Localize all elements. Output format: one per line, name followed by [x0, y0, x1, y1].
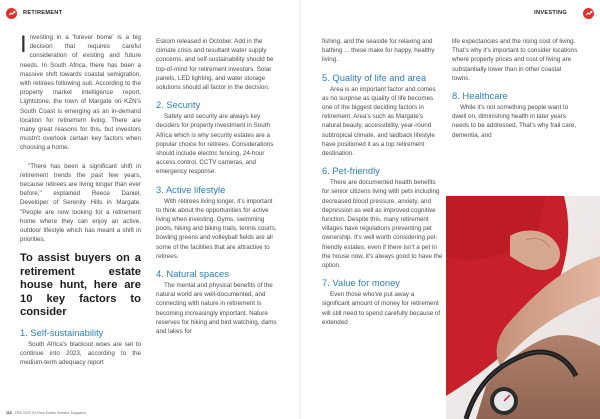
factor-paragraph-4: The mental and physical benefits of the natural world are well-documented, and connecting with nature in retirement is becoming increasingly important. Nature reserves for hiking and bird watching, dams and lakes for: [156, 282, 277, 336]
factor-heading-7: 7. Value for money: [322, 277, 400, 289]
section-header-left: [6, 6, 62, 20]
blood-pressure-measurement-photo: [446, 196, 600, 419]
factor-heading-1: 1. Self-sustainability: [20, 326, 104, 338]
callout-heading: To assist buyers on a retirement estate house hunt, here are 10 key factors to consider: [20, 252, 141, 319]
page-spine: [299, 0, 301, 419]
intro-paragraph: [20, 33, 141, 153]
quote-paragraph: "There has been a significant shift in retirement trends the past few years, because retirees are living longer than ever before," explained Reece Daniel, Developer of Serenity Hills in Margate. "People are now looking for a retirement home where they can enjoy an active, outdoor lifestyle which has meant a shift in priorities.: [20, 162, 141, 244]
article-column-3: [322, 37, 443, 327]
article-column-4: [452, 37, 580, 140]
factor-paragraph-1: South Africa's blackout woes are set to continue into 2023, according to the medium-term adequacy report: [20, 340, 141, 366]
publication-name: FEB 2023 SA Real Estate Investor Magazine: [14, 411, 87, 415]
page-number: 110: [6, 411, 12, 415]
section-header-right: [534, 6, 594, 20]
article-column-1: [20, 33, 141, 367]
section-label-retirement: RETIREMENT: [23, 10, 63, 16]
factor-paragraph-3: With retirees living longer, it's important to think about the opportunities for active living when investing. Gyms, swimming pools, hiking and biking trails, tennis courts, bowling greens and volleyball fields are all some of the facilities that are attractive to retirees.: [156, 197, 277, 260]
factor-paragraph-2: Safety and security are always key deciders for property investment in South Africa which is why security estates are a popular choice for retirees. Considerations should include electric fencing, 24-hour access control, CCTV cameras, and emergency response.: [156, 113, 274, 176]
factor-heading-5: 5. Quality of life and area: [322, 71, 427, 83]
factor-heading-2: 2. Security: [156, 99, 201, 111]
photo-illustration: [446, 196, 600, 419]
factor-paragraph-4-cont: fishing, and the seaside for relaxing and bathing ... these make for happy, healthy living.: [322, 38, 435, 64]
factor-paragraph-1-cont: Eskom released in October. Add in the climate crisis and resultant water supply concerns, and self-sustainability should be top-of-mind for retirement investors. Solar panels, LED lighting, and water storage solutions should all factor in the decision.: [156, 38, 274, 92]
section-label-investing: INVESTING: [534, 10, 567, 16]
upward-trend-icon: [6, 8, 17, 19]
factor-heading-8: 8. Healthcare: [452, 90, 508, 102]
factor-paragraph-5: Area is an important factor and comes as no surprise as quality of life becomes one of the biggest deciding factors in retirement. Area's such as Margate's natural beauty, accessibility, year-round subtropical climate, and laidback lifestyle have positioned it as a top retirement destination.: [322, 85, 436, 158]
factor-paragraph-8: While it's not something people want to dwell on, diminishing health in later years needs to be addressed. That's why frail care, dementia, and: [452, 104, 577, 139]
factor-paragraph-6: There are documented health benefits for senior citizens living with pets including decreased blood pressure, anxiety, and depression as well as improved cognitive function. Despite this, many retirement villages have regulations preventing pet ownership. It's well worth considering pet-friendly estates, even if there isn't a pet in the house now, it's always good to have the option.: [322, 179, 443, 270]
page-footer: [6, 411, 86, 415]
factor-heading-4: 4. Natural spaces: [156, 268, 229, 280]
article-column-2: [156, 37, 278, 336]
factor-paragraph-7-cont: life expectancies and the rising cost of living. That's why it's important to consider locations where property prices and cost of living are substantially lower than in other coastal towns.: [452, 38, 578, 82]
upward-trend-icon: [583, 8, 594, 19]
factor-heading-3: 3. Active lifestyle: [156, 183, 226, 195]
factor-paragraph-7: Even those who've put away a significant amount of money for retirement will still need to spend carefully because of extended: [322, 291, 441, 326]
factor-heading-6: 6. Pet-friendly: [322, 165, 380, 177]
intro-text: nvesting in a 'forever home' is a big decision that requires careful consideration of existing and future needs. In South Africa, there has been a massive shift towards coastal semigration, with retirees following suit. According to the property market intelligence report, Lightstone, the town of Margate on KZN's South Coast is emerging as an in-demand location for retirement living. There are many great reasons for this, but investors mustn't overlook certain key factors when choosing a home.: [20, 34, 141, 152]
drop-cap: I: [20, 31, 27, 58]
